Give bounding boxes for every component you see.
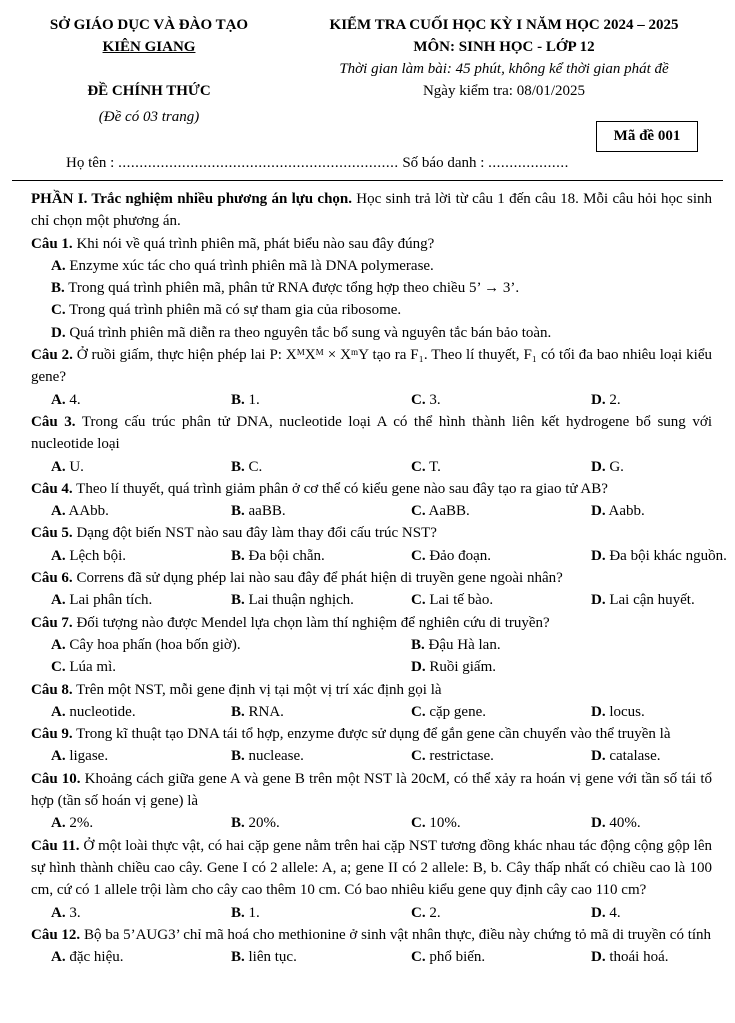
option-text: Đậu Hà lan. (424, 636, 501, 653)
option-a[interactable] (51, 701, 231, 723)
option-letter: C. (411, 949, 426, 966)
option-text: ligase. (65, 748, 109, 765)
option-letter: D. (591, 503, 606, 520)
question-number: Câu 8. (31, 681, 73, 698)
question-text: Dạng đột biến NST nào sau đây làm thay đổi cấu trúc NST? (72, 525, 437, 542)
option-text: Cây hoa phấn (hoa bốn giờ). (65, 636, 241, 653)
option-text: Lai tế bào. (425, 592, 494, 609)
question-text: Ở ruồi giấm, thực hiện phép lai P: XᴹXᴹ × XᵐY tạo ra F₁. Theo lí thuyết, F₁ có tối đa bao nhiêu loại kiểu gene? (31, 347, 712, 386)
option-text: locus. (605, 703, 645, 720)
option-letter: A. (51, 904, 66, 921)
department-name: SỞ GIÁO DỤC VÀ ĐÀO TẠO (49, 17, 249, 33)
option-letter: B. (411, 636, 425, 653)
option-b[interactable] (231, 902, 411, 924)
question-number: Câu 1. (31, 235, 73, 252)
option-text: 4. (65, 391, 81, 408)
question-number: Câu 12. (31, 926, 81, 943)
question-number: Câu 11. (31, 837, 80, 854)
option-letter: A. (51, 636, 66, 653)
option-text: Lai phân tích. (65, 592, 153, 609)
option-letter: C. (411, 703, 426, 720)
option-letter: A. (51, 815, 66, 832)
option-letter: C. (411, 748, 426, 765)
option-letter: D. (591, 458, 606, 475)
option-row (31, 946, 712, 968)
option-row (31, 299, 712, 321)
part-instructions: Học sinh trả lời từ câu 1 đến câu 18. Mỗi câu hỏi học sinh chỉ chọn một phương án. (31, 191, 712, 230)
option-a[interactable] (51, 589, 231, 611)
question-number: Câu 10. (31, 770, 81, 787)
option-letter: A. (51, 949, 66, 966)
option-c[interactable] (411, 500, 591, 522)
id-field[interactable]: ................... (488, 155, 569, 171)
question-text: Khi nói về quá trình phiên mã, phát biểu nào sau đây đúng? (72, 235, 435, 252)
name-label: Họ tên : (66, 155, 119, 171)
option-text: Lệch bội. (65, 547, 126, 564)
question-5 (31, 522, 712, 544)
option-b[interactable] (231, 701, 411, 723)
option-text: C. (244, 458, 263, 475)
option-a[interactable] (51, 634, 411, 656)
option-b[interactable] (231, 745, 411, 767)
option-letter: C. (411, 503, 426, 520)
option-b[interactable] (231, 545, 411, 567)
option-letter: D. (411, 659, 426, 676)
option-text: Lai cận huyết. (605, 592, 695, 609)
id-label: Số báo danh : (398, 155, 489, 171)
question-text: Theo lí thuyết, quá trình giảm phân ở cơ thể có kiểu gene nào sau đây tạo ra giao tử AB? (72, 480, 608, 497)
question-6 (31, 567, 712, 589)
question-number: Câu 6. (31, 570, 73, 587)
option-text: liên tục. (244, 949, 297, 966)
option-letter: A. (51, 592, 66, 609)
option-text: 1. (244, 904, 260, 921)
question-7 (31, 612, 712, 634)
option-row (31, 745, 712, 767)
option-text: Đa bội chẵn. (244, 547, 325, 564)
option-letter: C. (411, 904, 426, 921)
option-text: Enzyme xúc tác cho quá trình phiên mã là DNA polymerase. (65, 257, 434, 274)
option-d[interactable] (411, 656, 735, 678)
question-number: Câu 2. (31, 347, 73, 364)
option-c[interactable] (411, 812, 591, 834)
option-c[interactable] (411, 946, 591, 968)
option-text: G. (605, 458, 624, 475)
province-name: KIÊN GIANG (102, 39, 196, 55)
option-text: nucleotide. (65, 703, 136, 720)
option-text: cặp gene. (425, 703, 486, 720)
option-row (31, 701, 712, 723)
option-letter: C. (411, 391, 426, 408)
question-text: Ở một loài thực vật, có hai cặp gene nằm trên hai cặp NST tương đồng khác nhau tác động cộng gộp lên sự hình thành chiều cao cây. Gene I có 2 allele: A, a; gene II có 2 allele: B, b. Cây thấp nhất có chiều cao là 100 cm, cứ có 1 allele trội làm cho cây cao thêm 10 cm. Có bao nhiêu kiểu gene quy định cây cao 110 cm? (31, 837, 712, 899)
option-letter: D. (591, 592, 606, 609)
option-text: 1. (244, 391, 260, 408)
official-label: ĐỀ CHÍNH THỨC (87, 83, 211, 99)
option-c[interactable] (411, 902, 591, 924)
option-letter: C. (411, 458, 426, 475)
option-d[interactable] (591, 500, 735, 522)
question-text: Trong cấu trúc phân tử DNA, nucleotide loại A có thể hình thành liên kết hydrogene bổ sung với nucleotide loại (31, 413, 712, 453)
option-letter: C. (51, 659, 66, 676)
option-letter: A. (51, 547, 66, 564)
student-info-line (66, 155, 569, 172)
option-text: nuclease. (244, 748, 304, 765)
option-c[interactable] (51, 299, 401, 321)
option-text: Trong quá trình phiên mã, phân tử RNA được tổng hợp theo chiều 5’ → 3’. (64, 280, 520, 297)
option-c[interactable] (411, 456, 591, 478)
option-text: U. (65, 458, 84, 475)
name-field[interactable]: .................................................................. (118, 155, 399, 171)
header-divider (12, 180, 723, 181)
option-text: Lai thuận nghịch. (244, 592, 354, 609)
option-a[interactable] (51, 255, 434, 277)
option-d[interactable] (591, 389, 735, 411)
option-c[interactable] (411, 701, 591, 723)
option-a[interactable] (51, 500, 231, 522)
option-letter: D. (591, 949, 606, 966)
option-d[interactable] (591, 545, 735, 567)
option-b[interactable] (51, 277, 519, 299)
option-text: 4. (605, 904, 621, 921)
option-letter: B. (231, 815, 245, 832)
option-letter: B. (231, 703, 245, 720)
option-letter: B. (51, 280, 65, 297)
option-a[interactable] (51, 902, 231, 924)
option-c[interactable] (411, 589, 591, 611)
option-text: 3. (425, 391, 441, 408)
option-letter: C. (411, 547, 426, 564)
option-c[interactable] (411, 745, 591, 767)
option-text: Quá trình phiên mã diễn ra theo nguyên tắc bổ sung và nguyên tắc bán bảo toàn. (65, 324, 552, 341)
option-c[interactable] (51, 656, 411, 678)
option-c[interactable] (411, 389, 591, 411)
option-letter: D. (591, 748, 606, 765)
option-text: phổ biến. (425, 949, 486, 966)
option-text: 40%. (605, 815, 641, 832)
option-row (31, 389, 712, 411)
option-text: 10%. (425, 815, 461, 832)
option-d[interactable] (591, 812, 735, 834)
option-text: catalase. (605, 748, 661, 765)
option-text: Ruồi giấm. (425, 659, 497, 676)
option-b[interactable] (231, 500, 411, 522)
option-row (31, 589, 712, 611)
option-text: đặc hiệu. (65, 949, 124, 966)
option-letter: C. (411, 815, 426, 832)
option-text: restrictase. (425, 748, 494, 765)
option-letter: A. (51, 748, 66, 765)
exam-duration: Thời gian làm bài: 45 phút, không kể thời gian phát đề (339, 61, 669, 77)
option-letter: A. (51, 503, 66, 520)
question-number: Câu 7. (31, 614, 73, 631)
option-text: RNA. (244, 703, 284, 720)
option-text: Lúa mì. (65, 659, 116, 676)
question-9 (31, 723, 712, 745)
exam-date: Ngày kiểm tra: 08/01/2025 (422, 83, 586, 99)
option-b[interactable] (231, 456, 411, 478)
option-d[interactable] (591, 946, 735, 968)
option-a[interactable] (51, 456, 231, 478)
option-letter: D. (591, 904, 606, 921)
question-4 (31, 478, 712, 500)
option-b[interactable] (231, 389, 411, 411)
option-letter: B. (231, 592, 245, 609)
exam-header (288, 14, 720, 102)
option-text: T. (425, 458, 441, 475)
option-letter: B. (231, 458, 245, 475)
option-d[interactable] (591, 902, 735, 924)
question-number: Câu 5. (31, 525, 73, 542)
option-letter: D. (591, 703, 606, 720)
question-3 (31, 411, 712, 456)
option-a[interactable] (51, 545, 231, 567)
subject-title: MÔN: SINH HỌC - LỚP 12 (413, 39, 595, 55)
option-text: 3. (65, 904, 81, 921)
option-d[interactable] (591, 589, 735, 611)
option-text: Aabb. (605, 503, 645, 520)
option-letter: B. (231, 904, 245, 921)
option-b[interactable] (231, 812, 411, 834)
question-2 (31, 344, 712, 389)
exam-title: KIỂM TRA CUỐI HỌC KỲ I NĂM HỌC 2024 – 2025 (329, 17, 679, 33)
option-letter: D. (51, 324, 66, 341)
school-header (20, 14, 278, 128)
option-letter: D. (591, 391, 606, 408)
option-letter: C. (411, 592, 426, 609)
question-8 (31, 679, 712, 701)
question-11 (31, 835, 712, 902)
option-text: 2. (425, 904, 441, 921)
question-number: Câu 3. (31, 413, 76, 430)
option-text: thoái hoá. (605, 949, 669, 966)
question-text: Bộ ba 5’AUG3’ chỉ mã hoá cho methionine ở sinh vật nhân thực, điều này chứng tỏ mã di truyền có tính (80, 926, 712, 943)
option-letter: D. (591, 547, 606, 564)
option-b[interactable] (231, 589, 411, 611)
option-letter: A. (51, 703, 66, 720)
option-b[interactable] (231, 946, 411, 968)
option-row (31, 902, 712, 924)
option-row (31, 456, 712, 478)
part-intro (31, 188, 712, 233)
option-letter: B. (231, 748, 245, 765)
option-row (31, 322, 712, 344)
option-row (31, 277, 712, 299)
option-letter: B. (231, 503, 245, 520)
option-letter: A. (51, 458, 66, 475)
option-text: AaBB. (425, 503, 470, 520)
option-row (31, 545, 727, 567)
option-row (31, 812, 712, 834)
question-number: Câu 9. (31, 726, 73, 743)
option-letter: B. (231, 949, 245, 966)
option-a[interactable] (51, 745, 231, 767)
question-text: Correns đã sử dụng phép lai nào sau đây để phát hiện di truyền gene ngoài nhân? (72, 570, 563, 587)
question-text: Đối tượng nào được Mendel lựa chọn làm thí nghiệm để nghiên cứu di truyền? (72, 614, 550, 631)
question-12 (31, 924, 712, 946)
part-title: PHẦN I. Trắc nghiệm nhiều phương án lựu chọn. (31, 191, 353, 207)
exam-content (31, 188, 727, 968)
option-text: Đa bội khác nguồn. (605, 547, 727, 564)
option-a[interactable] (51, 946, 231, 968)
question-text: Khoảng cách giữa gene A và gene B trên một NST là 20cM, có thể xảy ra hoán vị gene với tần số tái tổ hợp (tần số hoán vị gene) là (31, 770, 712, 810)
option-letter: B. (231, 391, 245, 408)
option-b[interactable] (411, 634, 735, 656)
option-text: aaBB. (244, 503, 286, 520)
option-d[interactable] (591, 745, 735, 767)
question-1 (31, 233, 712, 255)
option-text: Trong quá trình phiên mã có sự tham gia của ribosome. (65, 302, 402, 319)
option-letter: C. (51, 302, 66, 319)
option-a[interactable] (51, 812, 231, 834)
option-letter: B. (231, 547, 245, 564)
option-c[interactable] (411, 545, 591, 567)
option-text: AAbb. (65, 503, 109, 520)
option-text: 20%. (244, 815, 280, 832)
question-text: Trên một NST, mỗi gene định vị tại một vị trí xác định gọi là (72, 681, 442, 698)
option-letter: A. (51, 391, 66, 408)
question-list (31, 233, 727, 969)
question-10 (31, 768, 712, 813)
option-text: 2%. (65, 815, 94, 832)
option-row (31, 634, 712, 656)
option-d[interactable] (51, 322, 551, 344)
question-text: Trong kĩ thuật tạo DNA tái tổ hợp, enzyme được sử dụng để gắn gene cần chuyển vào thể truyền là (72, 726, 671, 743)
question-number: Câu 4. (31, 480, 73, 497)
option-row (31, 500, 712, 522)
option-d[interactable] (591, 701, 735, 723)
option-a[interactable] (51, 389, 231, 411)
option-text: Đảo đoạn. (425, 547, 491, 564)
option-d[interactable] (591, 456, 735, 478)
option-row (31, 255, 712, 277)
option-text: 2. (605, 391, 621, 408)
option-letter: A. (51, 257, 66, 274)
option-row (31, 656, 712, 678)
option-letter: D. (591, 815, 606, 832)
pages-note: (Đề có 03 trang) (98, 109, 200, 125)
exam-code-box: Mã đề 001 (596, 121, 698, 152)
